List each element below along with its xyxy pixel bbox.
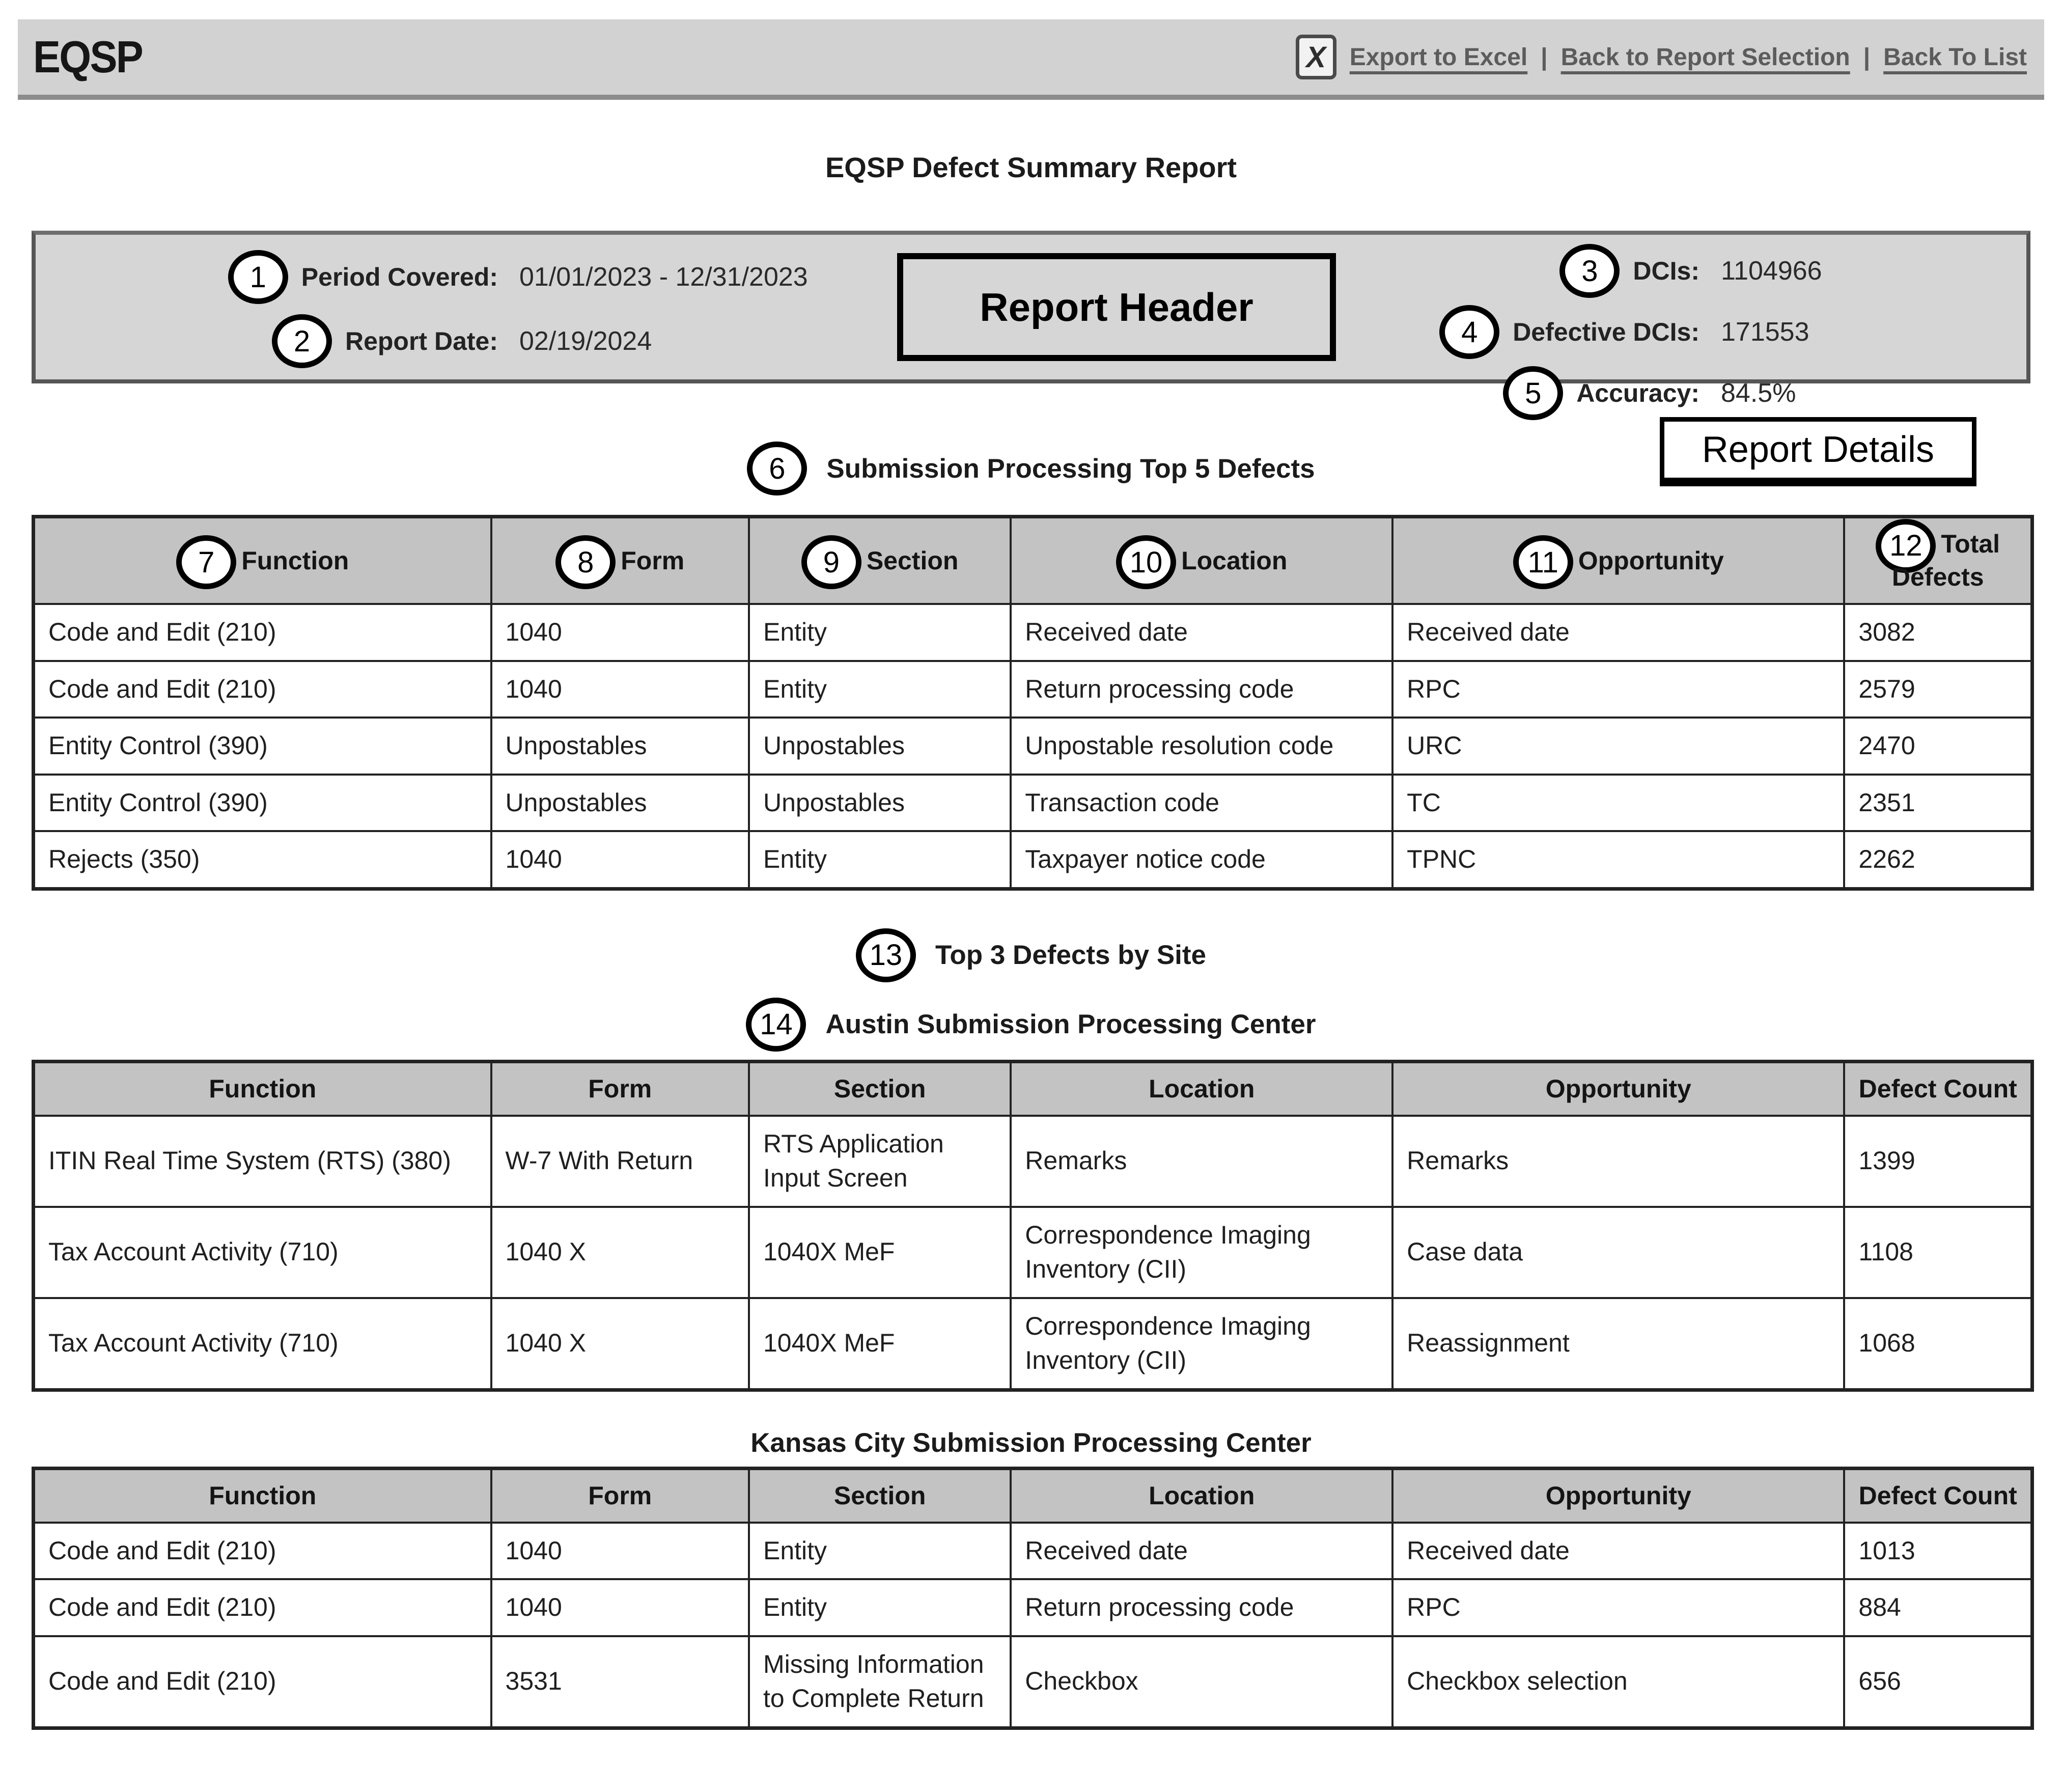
column-header-section [749, 517, 1011, 604]
cell-opportunity: Case data [1392, 1207, 1844, 1298]
column-header-form [491, 517, 749, 604]
table-row [34, 1298, 2032, 1390]
cell-location: Return processing code [1011, 661, 1392, 718]
cell-section: 1040X MeF [749, 1207, 1011, 1298]
table-row [34, 1523, 2032, 1580]
field-label: Defective DCIs: [1513, 318, 1699, 346]
field-accuracy [1263, 366, 1874, 420]
table-row [34, 831, 2032, 889]
cell-function: Entity Control (390) [34, 718, 491, 775]
austin-defects-table [32, 1060, 2034, 1392]
annotation-circle-3: 3 [1559, 244, 1620, 298]
report-header-annotation-box: Report Header [897, 253, 1336, 361]
cell-defect-count: 1013 [1844, 1523, 2032, 1580]
cell-location: Taxpayer notice code [1011, 831, 1392, 889]
field-value: 171553 [1721, 317, 1809, 347]
back-to-list-link[interactable]: Back To List [1883, 43, 2027, 71]
table-row [34, 661, 2032, 718]
cell-section: Unpostables [749, 775, 1011, 832]
column-header-function [34, 517, 491, 604]
header-left-fields [51, 250, 845, 368]
column-header-opportunity: Opportunity [1392, 1061, 1844, 1116]
column-header-form: Form [491, 1468, 749, 1523]
cell-opportunity: RPC [1392, 661, 1844, 718]
annotation-circle-2: 2 [272, 314, 332, 368]
cell-form: 1040 [491, 1579, 749, 1636]
top5-heading: Submission Processing Top 5 Defects [826, 453, 1315, 484]
column-label: Section [866, 546, 959, 575]
cell-opportunity: Remarks [1392, 1116, 1844, 1207]
field-dcis [1263, 244, 1874, 298]
cell-form: 1040 [491, 831, 749, 889]
sites-heading-row [0, 928, 2062, 982]
cell-location: Correspondence Imaging Inventory (CII) [1011, 1207, 1392, 1298]
column-header-opportunity: Opportunity [1392, 1468, 1844, 1523]
cell-form: 1040 X [491, 1298, 749, 1390]
cell-location: Received date [1011, 1523, 1392, 1580]
column-header-function: Function [34, 1468, 491, 1523]
back-to-report-selection-link[interactable]: Back to Report Selection [1561, 43, 1850, 71]
cell-defect-count: 656 [1844, 1636, 2032, 1728]
column-header-opportunity [1392, 517, 1844, 604]
app-title: EQSP [33, 32, 142, 82]
cell-section: Entity [749, 604, 1011, 661]
cell-total-defects: 2351 [1844, 775, 2032, 832]
cell-form: 1040 [491, 1523, 749, 1580]
cell-opportunity: Reassignment [1392, 1298, 1844, 1390]
cell-opportunity: RPC [1392, 1579, 1844, 1636]
cell-form: W-7 With Return [491, 1116, 749, 1207]
table-header-row [34, 1468, 2032, 1523]
cell-defect-count: 1068 [1844, 1298, 2032, 1390]
cell-section: 1040X MeF [749, 1298, 1011, 1390]
cell-function: Tax Account Activity (710) [34, 1207, 491, 1298]
export-to-excel-link[interactable]: Export to Excel [1349, 43, 1528, 71]
annotation-circle-8: 8 [555, 535, 616, 589]
field-value: 84.5% [1721, 378, 1796, 408]
cell-location: Return processing code [1011, 1579, 1392, 1636]
cell-function: Rejects (350) [34, 831, 491, 889]
cell-form: 1040 [491, 604, 749, 661]
cell-opportunity: URC [1392, 718, 1844, 775]
cell-function: Code and Edit (210) [34, 604, 491, 661]
field-label: Period Covered: [301, 263, 498, 291]
report-details-annotation-box: Report Details [1660, 417, 1976, 486]
cell-defect-count: 1108 [1844, 1207, 2032, 1298]
annotation-circle-13: 13 [856, 928, 916, 982]
sites-heading: Top 3 Defects by Site [935, 940, 1207, 970]
annotation-circle-12: 12 [1876, 519, 1936, 573]
annotation-circle-5: 5 [1503, 366, 1563, 420]
column-header-section: Section [749, 1061, 1011, 1116]
column-label: Opportunity [1578, 546, 1724, 575]
cell-section: Unpostables [749, 718, 1011, 775]
table-row [34, 1579, 2032, 1636]
field-period-covered [51, 250, 845, 304]
column-label: Form [621, 546, 685, 575]
field-label: Accuracy: [1576, 379, 1699, 407]
top5-section-header [0, 430, 2062, 507]
cell-section: Entity [749, 1523, 1011, 1580]
cell-opportunity: Checkbox selection [1392, 1636, 1844, 1728]
table-row [34, 718, 2032, 775]
column-header-section: Section [749, 1468, 1011, 1523]
annotation-circle-9: 9 [801, 535, 861, 589]
cell-form: 1040 [491, 661, 749, 718]
column-header-location [1011, 517, 1392, 604]
annotation-circle-14: 14 [746, 998, 806, 1052]
annotation-circle-6: 6 [747, 442, 807, 495]
austin-heading: Austin Submission Processing Center [825, 1009, 1316, 1039]
table-row [34, 604, 2032, 661]
top-nav-links [1296, 35, 2027, 79]
column-label: Total Defects [1891, 530, 2000, 591]
cell-defect-count: 1399 [1844, 1116, 2032, 1207]
field-value: 02/19/2024 [519, 326, 652, 356]
cell-section: Entity [749, 1579, 1011, 1636]
field-value: 1104966 [1721, 256, 1822, 286]
report-header-band [32, 231, 2030, 410]
cell-section: RTS Application Input Screen [749, 1116, 1011, 1207]
table-header-row [34, 517, 2032, 604]
cell-form: 1040 X [491, 1207, 749, 1298]
annotation-circle-11: 11 [1513, 535, 1573, 589]
austin-heading-row [0, 998, 2062, 1052]
table-row [34, 1116, 2032, 1207]
column-header-function: Function [34, 1061, 491, 1116]
cell-function: Entity Control (390) [34, 775, 491, 832]
top5-defects-table [32, 515, 2034, 891]
app-top-bar [18, 19, 2044, 100]
cell-function: Code and Edit (210) [34, 661, 491, 718]
column-header-defect-count: Defect Count [1844, 1468, 2032, 1523]
column-label: Location [1181, 546, 1288, 575]
cell-function: Code and Edit (210) [34, 1523, 491, 1580]
cell-opportunity: TPNC [1392, 831, 1844, 889]
annotation-circle-10: 10 [1116, 535, 1176, 589]
cell-opportunity: Received date [1392, 604, 1844, 661]
page-title: EQSP Defect Summary Report [825, 151, 1237, 183]
link-separator: | [1863, 43, 1871, 71]
column-header-defect-count: Defect Count [1844, 1061, 2032, 1116]
header-right-fields [1263, 244, 1874, 420]
cell-location: Transaction code [1011, 775, 1392, 832]
cell-location: Received date [1011, 604, 1392, 661]
annotation-circle-7: 7 [176, 535, 236, 589]
cell-function: Code and Edit (210) [34, 1579, 491, 1636]
cell-section: Missing Information to Complete Return [749, 1636, 1011, 1728]
table-row [34, 1207, 2032, 1298]
field-label: Report Date: [345, 327, 498, 355]
cell-function: Code and Edit (210) [34, 1636, 491, 1728]
annotation-circle-4: 4 [1439, 305, 1499, 359]
annotation-circle-1: 1 [228, 250, 288, 304]
table-row [34, 1636, 2032, 1728]
column-header-location: Location [1011, 1061, 1392, 1116]
cell-total-defects: 3082 [1844, 604, 2032, 661]
cell-total-defects: 2579 [1844, 661, 2032, 718]
kansas-heading: Kansas City Submission Processing Center [750, 1427, 1312, 1458]
cell-opportunity: TC [1392, 775, 1844, 832]
column-label: Function [241, 546, 349, 575]
cell-total-defects: 2470 [1844, 718, 2032, 775]
cell-location: Correspondence Imaging Inventory (CII) [1011, 1298, 1392, 1390]
cell-section: Entity [749, 831, 1011, 889]
cell-function: Tax Account Activity (710) [34, 1298, 491, 1390]
link-separator: | [1541, 43, 1548, 71]
cell-location: Unpostable resolution code [1011, 718, 1392, 775]
cell-section: Entity [749, 661, 1011, 718]
field-label: DCIs: [1633, 257, 1699, 285]
field-value: 01/01/2023 - 12/31/2023 [519, 262, 808, 292]
column-header-location: Location [1011, 1468, 1392, 1523]
cell-form: 3531 [491, 1636, 749, 1728]
field-report-date [51, 314, 845, 368]
cell-location: Checkbox [1011, 1636, 1392, 1728]
field-defective-dcis [1263, 305, 1874, 359]
cell-location: Remarks [1011, 1116, 1392, 1207]
kansas-defects-table [32, 1467, 2034, 1730]
table-header-row [34, 1061, 2032, 1116]
cell-form: Unpostables [491, 718, 749, 775]
excel-icon[interactable]: X [1296, 35, 1336, 79]
cell-total-defects: 2262 [1844, 831, 2032, 889]
column-header-total-defects [1844, 517, 2032, 604]
kansas-heading-row [0, 1427, 2062, 1458]
cell-form: Unpostables [491, 775, 749, 832]
cell-function: ITIN Real Time System (RTS) (380) [34, 1116, 491, 1207]
cell-defect-count: 884 [1844, 1579, 2032, 1636]
cell-opportunity: Received date [1392, 1523, 1844, 1580]
column-header-form: Form [491, 1061, 749, 1116]
table-row [34, 775, 2032, 832]
